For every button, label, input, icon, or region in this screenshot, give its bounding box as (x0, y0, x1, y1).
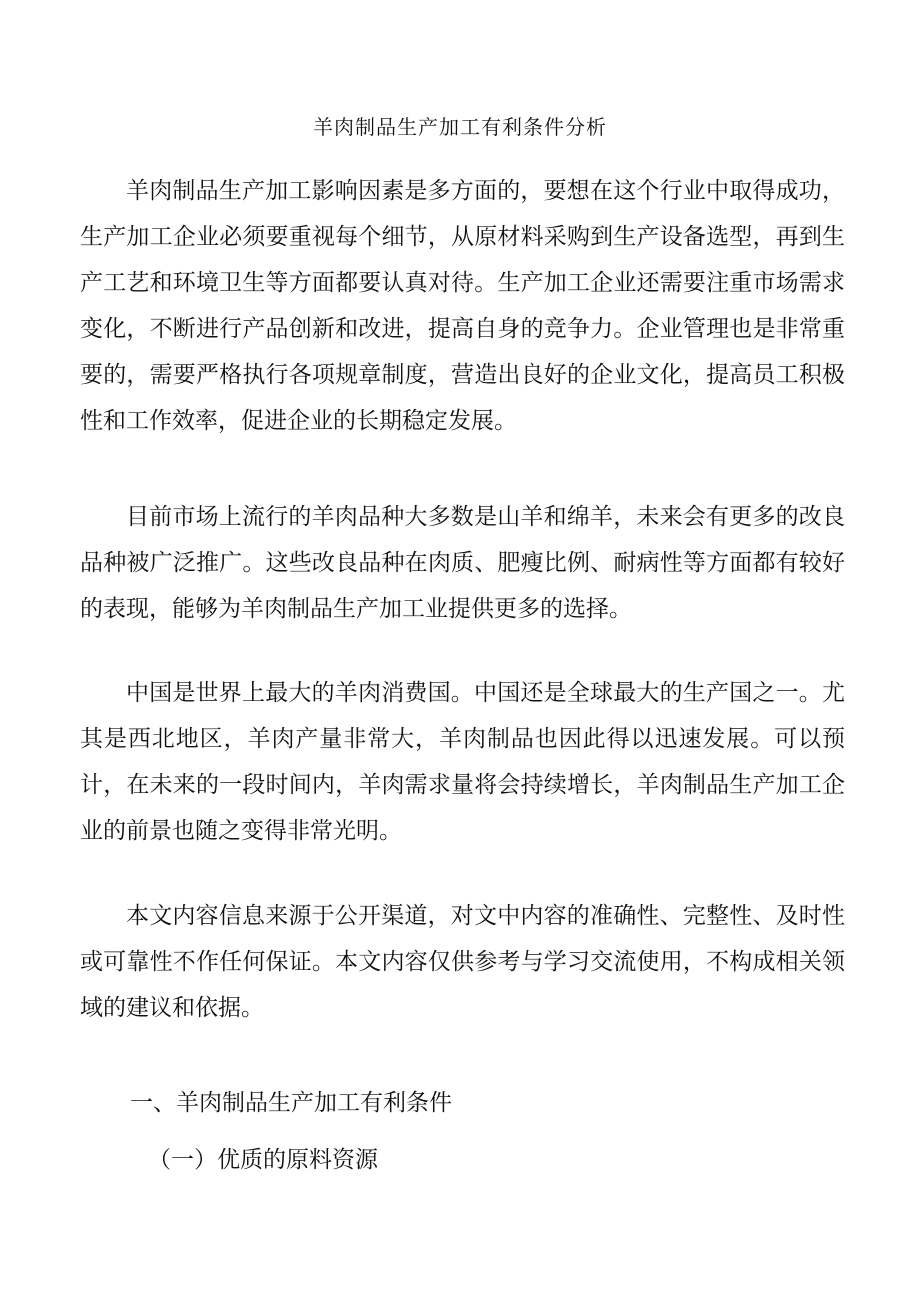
paragraph-intro: 羊肉制品生产加工影响因素是多方面的，要想在这个行业中取得成功，生产加工企业必须要重视每个细节，从原材料采购到生产设备选型，再到生产工艺和环境卫生等方面都要认真对待。生产加工企业还需要注重市场需求变化，不断进行产品创新和改进，提高自身的竞争力。企业管理也是非常重要的，需要严格执行各项规章制度，营造出良好的企业文化，提高员工积极性和工作效率，促进企业的长期稳定发展。 (80, 178, 845, 434)
paragraph-market: 中国是世界上最大的羊肉消费国。中国还是全球最大的生产国之一。尤其是西北地区，羊肉产量非常大，羊肉制品也因此得以迅速发展。可以预计，在未来的一段时间内，羊肉需求量将会持续增长，羊肉制品生产加工企业的前景也随之变得非常光明。 (80, 680, 845, 844)
section-heading: 一、羊肉制品生产加工有利条件 (130, 1090, 452, 1116)
paragraph-varieties: 目前市场上流行的羊肉品种大多数是山羊和绵羊，未来会有更多的改良品种被广泛推广。这些改良品种在肉质、肥瘦比例、耐病性等方面都有较好的表现，能够为羊肉制品生产加工业提供更多的选择。 (80, 504, 845, 622)
document-title: 羊肉制品生产加工有利条件分析 (313, 115, 607, 139)
subsection-heading: （一）优质的原料资源 (148, 1147, 378, 1173)
paragraph-disclaimer: 本文内容信息来源于公开渠道，对文中内容的准确性、完整性、及时性或可靠性不作任何保证。本文内容仅供参考与学习交流使用，不构成相关领域的建议和依据。 (80, 903, 845, 1021)
